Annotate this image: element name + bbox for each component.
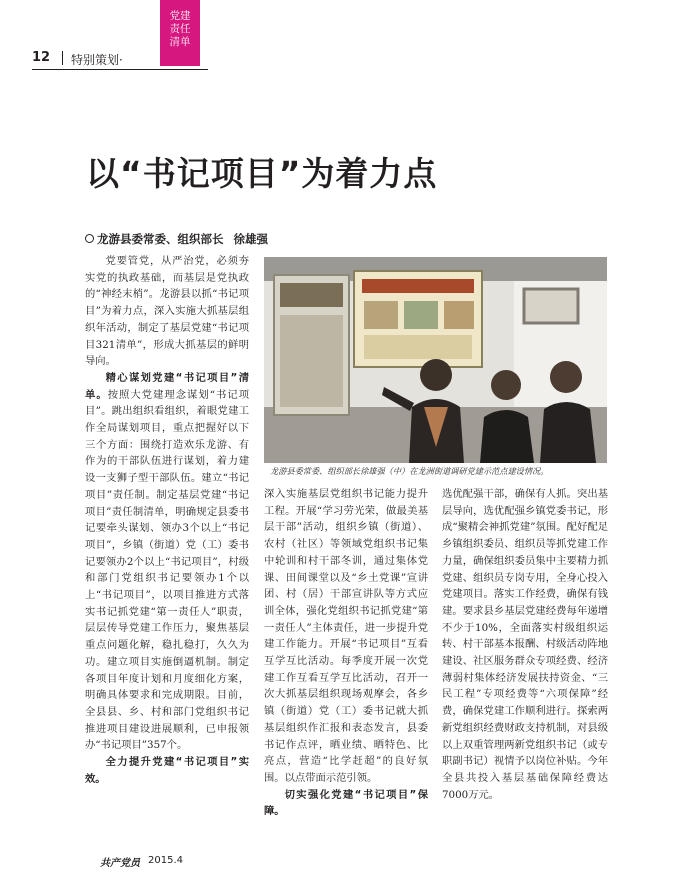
paragraph-planning	[85, 370, 249, 754]
heading-planning: 精心谋划党建“书记项目”清单。	[85, 371, 249, 401]
section-tab	[160, 0, 200, 66]
paragraph-guarantee: 选优配强干部，确保有人抓。突出基层导向，选优配强乡镇党委书记，形成“聚精会神抓党建”氛围。配好配足乡镇组织委员、组织员等抓党建工作力量，确保组织委员集中主要精力抓党建、组织员专岗专用，全身心投入党建项目。落实工作经费，确保有钱建。要求县乡基层党建经费每年递增不少于10%，全面落实村级组织运转、村干部基本报酬、村级活动阵地建设、社区服务群众专项经费、经济薄弱村集体经济发展扶持资金、“三民工程”专项经费等“六项保障”经费，确保党建工作顺利进行。探索两新党组织经费财政支持机制，对县级以上双重管理两新党组织书记（或专职副书记）视情予以岗位补贴。今年全县共投入基层基础保障经费达7000万元。	[442, 488, 608, 801]
paragraph-effect: 深入实施基层党组织书记能力提升工程。开展“学习劳光荣，做最美基层干部”活动，组织乡镇（街道）、农村（社区）等领域党组织书记集中轮训和村干部冬训，通过集体党课、田间课堂以及“乡土党课”宣讲团、村（居）干部宣讲队等方式应训全体，强化党组织书记抓党建“第一责任人”主体责任，进一步提升党建工作能力。开展“书记项目”互看互学互比活动。每季度开展一次党建工作互看互学互比活动，召开一次大抓基层组织现场观摩会，各乡镇（街道）党（工）委书记就大抓基层组织作汇报和表态发言，县委书记作点评，晒业绩、晒特色、比亮点，营造“比学赶超”的良好氛围。以点带面示范引领。	[264, 488, 428, 784]
author-name: 徐雄强	[233, 232, 268, 246]
issue-date: 2015.4	[148, 855, 183, 866]
page-title: 以“书记项目”为着力点	[86, 154, 438, 193]
tab-line: 清单	[169, 36, 191, 48]
heading-effect: 全力提升党建“书记项目”实效。	[85, 756, 249, 785]
tab-line: 党建	[169, 10, 191, 22]
article-column-1	[85, 253, 249, 788]
header-rule	[32, 69, 208, 70]
paragraph-guarantee-heading	[264, 787, 428, 820]
paragraph-effect-heading	[85, 754, 249, 787]
magazine-logo: 共产党员	[100, 858, 140, 869]
article-column-3	[442, 486, 608, 803]
photo-illustration	[264, 257, 607, 463]
paragraph-planning-text: 按照大党建理念谋划“书记项目”。跳出组织看组织，着眼党建工作全局谋划项目，重点把握好以下三个方面：围绕打造欢乐龙游、有作为的干部队伍进行谋划，着力建设一支狮子型干部队伍。建立“书记项目”责任制。制定基层党建“书记项目”责任制清单，明确规定县委书记要牵头谋划、领办3个以上“书记项目”，乡镇（街道）党（工）委书记要领办2个以上“书记项目”，村级和部门党组织书记要领办1个以上“书记项目”，以项目推进方式落实书记抓党建“第一责任人”职责，层层传导党建工作压力，聚焦基层重点问题化解，稳扎稳打，久久为功。建立项目实施倒逼机制。制定各项目年度计划和月度细化方案，明确具体要求和完成期限。目前，全县县、乡、村和部门党组织书记推进项目建设进展顺利，已申报领办“书记项目”357个。	[85, 388, 250, 752]
photo-caption: 龙游县委常委、组织部长徐雄强（中）在龙洲街道调研党建示范点建设情况。	[270, 466, 549, 476]
paragraph-intro: 党要管党，从严治党，必须夯实党的执政基础，而基层是党执政的“神经末梢”。龙游县以抓“书记项目”为着力点，深入实施大抓基层组织年活动，制定了基层党建“书记项目321清单”，形成大抓基层的鲜明导向。	[85, 255, 249, 368]
author-affiliation: 龙游县委常委、组织部长	[97, 232, 224, 246]
header-divider	[62, 51, 63, 65]
bullet-circle-icon	[85, 234, 94, 243]
byline	[85, 231, 268, 247]
tab-line: 责任	[169, 23, 191, 35]
section-label: 特别策划·	[71, 53, 123, 67]
article-photo	[264, 257, 607, 463]
article-column-2	[264, 486, 428, 820]
heading-guarantee: 切实强化党建“书记项目”保障。	[264, 788, 428, 818]
page-number: 12	[32, 50, 51, 65]
